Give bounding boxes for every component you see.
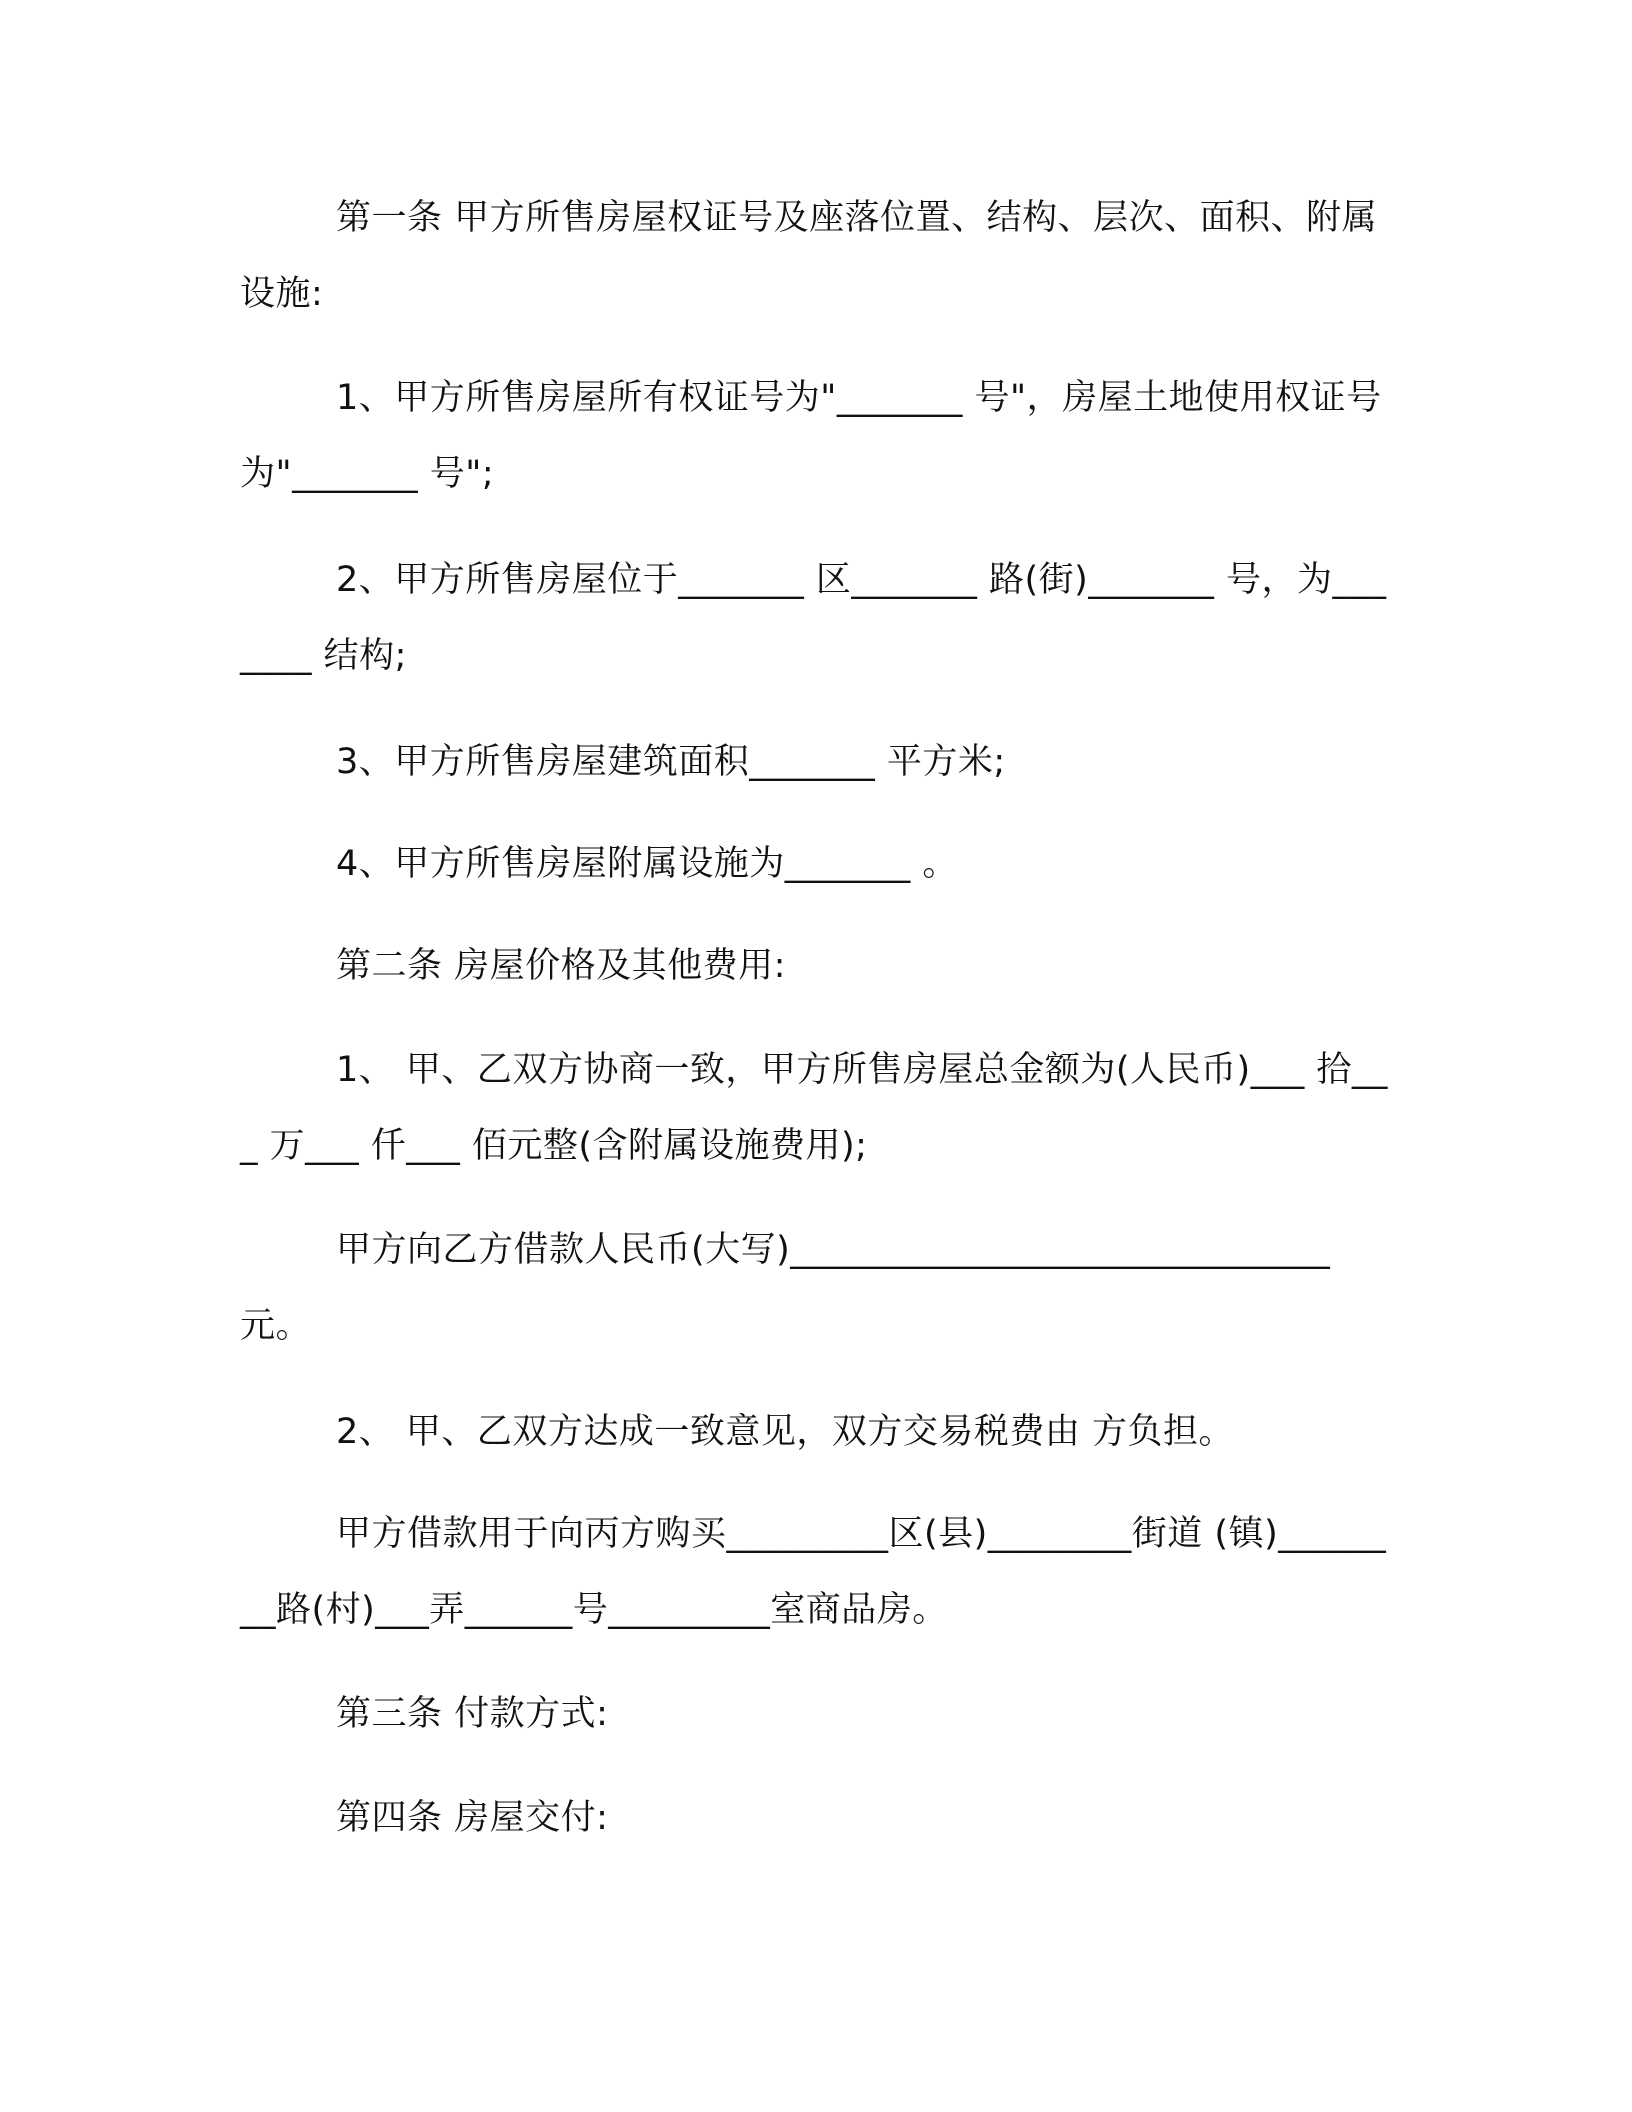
article-2-heading: 第二条 房屋价格及其他费用: bbox=[336, 946, 786, 986]
article-1-heading: 第一条 甲方所售房屋权证号及座落位置、结构、层次、面积、附属设施: bbox=[240, 198, 1378, 314]
article-1-item-2: 2、甲方所售房屋位于_______ 区_______ 路(街)_______ 号，为_______ 结构; bbox=[240, 560, 1387, 676]
article-1-item-4: 4、甲方所售房屋附属设施为_______ 。 bbox=[336, 844, 958, 884]
article-4-heading: 第四条 房屋交付: bbox=[336, 1798, 609, 1838]
article-3-heading: 第三条 付款方式: bbox=[336, 1694, 609, 1734]
article-2-item-1: 1、 甲、乙双方协商一致，甲方所售房屋总金额为(人民币)___ 拾___ 万___ 仟___ 佰元整(含附属设施费用); bbox=[240, 1050, 1388, 1166]
loan-purpose-paragraph: 甲方借款用于向丙方购买_________区(县)________街道 (镇)________路(村)___弄______号_________室商品房。 bbox=[240, 1514, 1387, 1630]
article-2-item-2: 2、 甲、乙双方达成一致意见，双方交易税费由 方负担。 bbox=[336, 1412, 1235, 1452]
article-1-item-3: 3、甲方所售房屋建筑面积_______ 平方米; bbox=[336, 742, 1006, 782]
loan-amount-paragraph: 甲方向乙方借款人民币(大写)______________________________ 元。 bbox=[240, 1230, 1331, 1346]
article-1-item-1: 1、甲方所售房屋所有权证号为"_______ 号"，房屋土地使用权证号为"_______ 号"; bbox=[240, 378, 1382, 494]
